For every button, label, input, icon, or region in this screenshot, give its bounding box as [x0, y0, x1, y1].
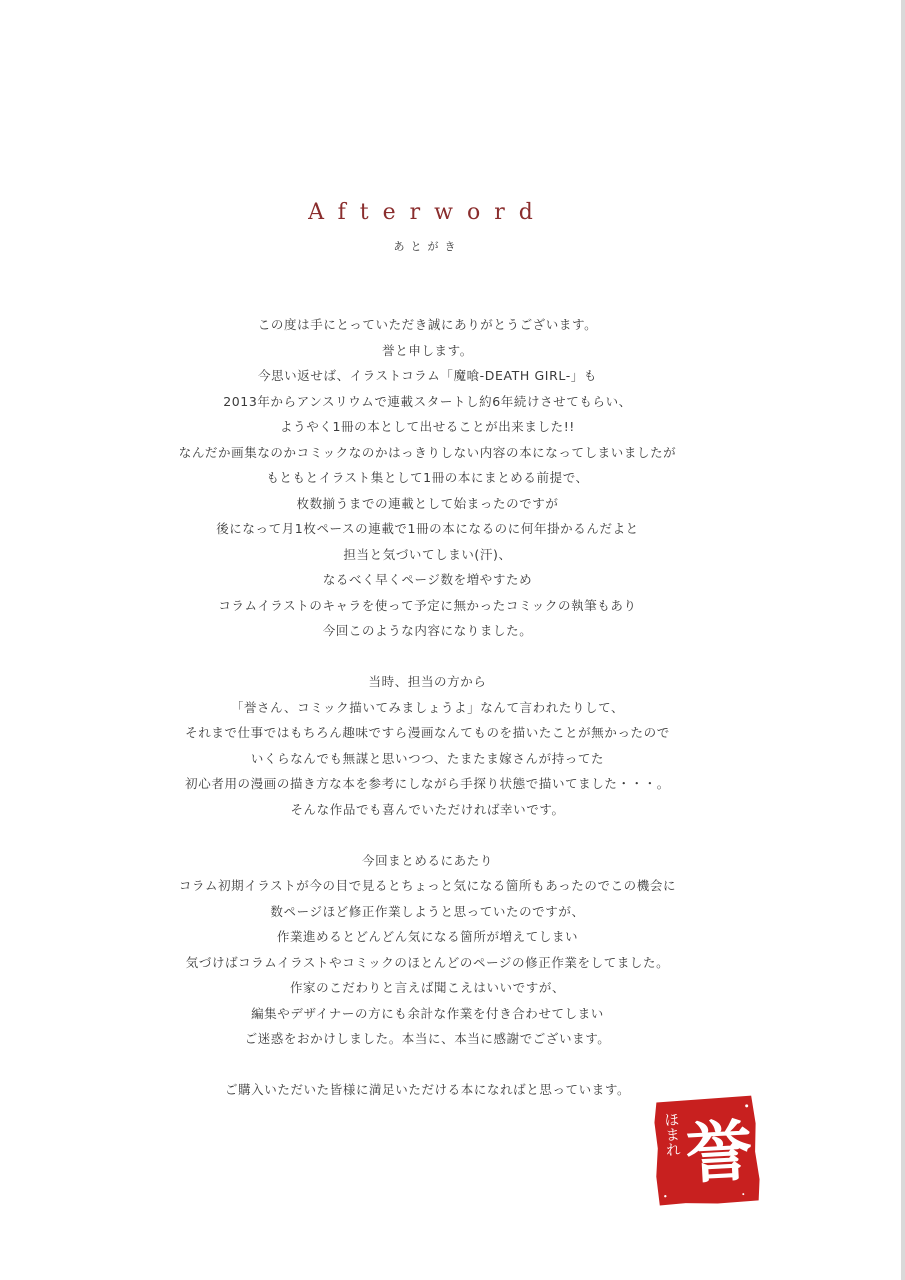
text-line: 数ページほど修正作業しようと思っていたのですが、 — [270, 903, 585, 919]
text-line: 編集やデザイナーの方にも余計な作業を付き合わせてしまい — [251, 1005, 604, 1021]
text-line: 枚数揃うまでの連載として始まったのですが — [296, 495, 559, 511]
text-line: 作業進めるとどんどん気になる箇所が増えてしまい — [276, 929, 579, 944]
afterword-body — [0, 312, 855, 1128]
text-line: それまで仕事ではもちろん趣味ですら漫画なんてものを描いたことが無かったので — [185, 725, 670, 740]
text-line: 初心者用の漫画の描き方な本を参考にしながら手探り状態で描いてました・・・。 — [185, 776, 670, 791]
seal-kanji: 誉 — [684, 1111, 755, 1194]
text-line: いくらなんでも無謀と思いつつ、たまたま嫁さんが持ってた — [250, 750, 605, 766]
text-line: 今回このような内容になりました。 — [322, 623, 533, 638]
text-line: 当時、担当の方から — [368, 674, 487, 689]
text-line: 今回まとめるにあたり — [361, 852, 493, 868]
text-line: 今思い返せば、イラストコラム「魔喰-DEATH GIRL-」も — [257, 368, 598, 383]
text-line: もともとイラスト集として1冊の本にまとめる前提で、 — [266, 470, 589, 485]
paragraph — [0, 312, 855, 644]
text-line: 作家のこだわりと言えば聞こえはいいですが、 — [289, 980, 566, 995]
text-line: 後になって月1枚ペースの連載で1冊の本になるのに何年掛かるんだよと — [216, 521, 639, 536]
text-line: 担当と気づいてしまい(汗)、 — [343, 546, 512, 562]
text-line: コラム初期イラストが今の目で見るとちょっと気になる箇所もあったのでこの機会に — [178, 878, 677, 893]
text-line: 誉と申します。 — [382, 342, 473, 358]
paragraph — [0, 848, 855, 1052]
text-line: コラムイラストのキャラを使って予定に無かったコミックの執筆もあり — [218, 597, 637, 613]
text-line: この度は手にとっていただき誠にありがとうございます。 — [257, 317, 598, 332]
text-line: ようやく1冊の本として出せることが出来ました!! — [280, 419, 575, 434]
text-line: 気づけばコラムイラストやコミックのほとんどのページの修正作業をしてました。 — [185, 954, 670, 970]
page-edge — [901, 0, 905, 1280]
text-line: なんだか画集なのかコミックなのかはっきりしない内容の本になってしまいましたが — [178, 444, 677, 460]
page-subtitle: あとがき — [393, 240, 462, 253]
hanko-seal — [650, 1093, 763, 1208]
text-line: ご迷惑をおかけしました。本当に、本当に感謝でございます。 — [244, 1031, 611, 1046]
text-line: なるべく早くページ数を増やすため — [322, 572, 533, 587]
text-line: ご購入いただいた皆様に満足いただける本になればと思っています。 — [224, 1082, 631, 1097]
text-line: 2013年からアンスリウムで連載スタートし約6年続けさせてもらい、 — [223, 393, 632, 409]
seal-kana: ほまれ — [661, 1111, 683, 1158]
text-line: 「誉さん、コミック描いてみましょうよ」なんて言われたりして、 — [230, 699, 625, 715]
paragraph — [0, 669, 855, 822]
text-line: そんな作品でも喜んでいただければ幸いです。 — [290, 801, 565, 817]
page-title: Afterword — [308, 200, 547, 225]
